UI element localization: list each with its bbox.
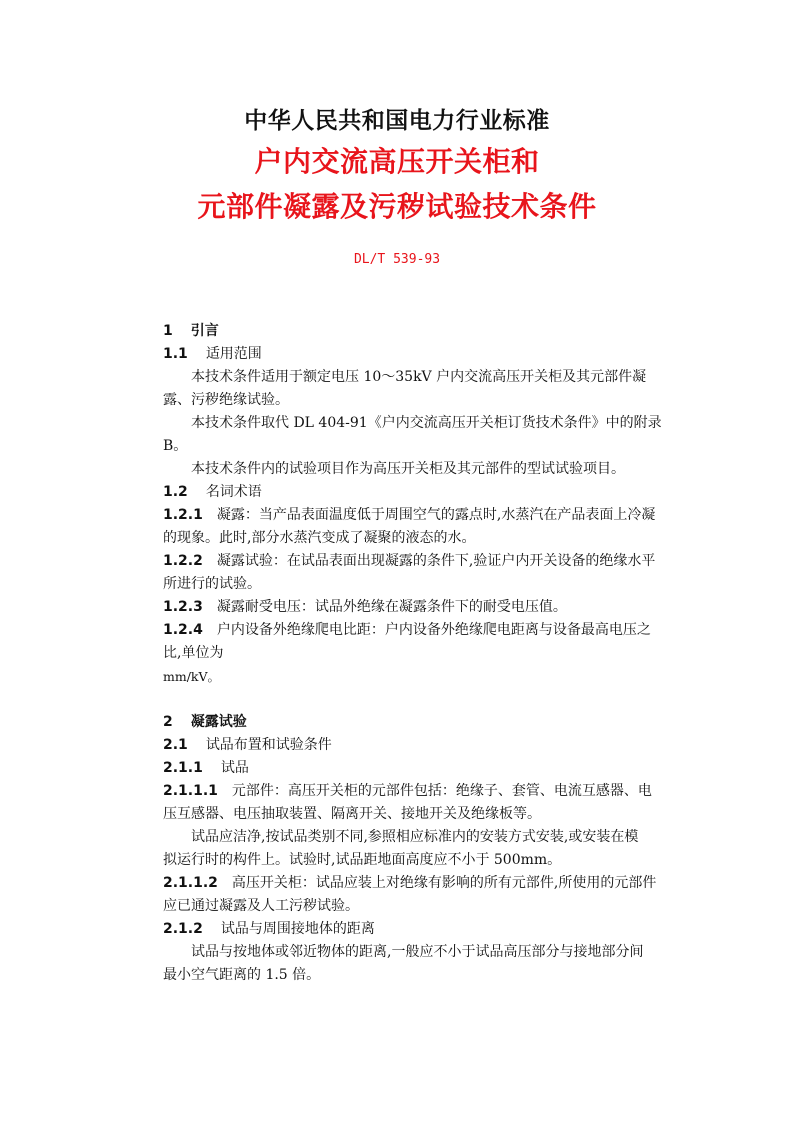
clause-2-1-1 [163, 757, 683, 780]
subsection-title: 试品布置和试验条件 [205, 737, 332, 753]
paragraph-line: 本技术条件适用于额定电压 10～35kV 户内交流高压开关柜及其元部件凝 [191, 369, 647, 385]
paragraph-line: 本技术条件取代 DL 404-91《户内交流高压开关柜订货技术条件》中的附录 [191, 415, 662, 431]
spacer [163, 688, 683, 711]
section-title: 凝露试验 [190, 714, 247, 730]
clause-1-2-4 [163, 619, 683, 642]
clause-number: 2.1.1.1 [163, 783, 218, 799]
paragraph-line: 露、污秽绝缘试验。 [163, 392, 289, 408]
paragraph-line: 比,单位为 [163, 645, 224, 661]
clause-text: 户内设备外绝缘爬电比距：户内设备外绝缘爬电距离与设备最高电压之 [216, 622, 651, 638]
clause-number: 2.1.1.2 [163, 875, 218, 891]
clause-text: 凝露：当产品表面温度低于周围空气的露点时,水蒸汽在产品表面上冷凝 [216, 507, 656, 523]
clause-number: 2.1.2 [163, 921, 203, 937]
paragraph-line: 的现象。此时,部分水蒸汽变成了凝聚的液态的水。 [163, 530, 476, 546]
section-number: 2 [163, 714, 173, 730]
subsection-2-1 [163, 734, 683, 757]
clause-2-1-1-2 [163, 872, 683, 895]
paragraph-line: 压互感器、电压抽取装置、隔离开关、接地开关及绝缘板等。 [163, 806, 541, 822]
section-number: 1 [163, 323, 173, 339]
document-code: DL/T 539-93 [353, 252, 441, 267]
section-heading-2 [163, 711, 683, 734]
subsection-title: 名词术语 [205, 484, 262, 500]
subsection-number: 1.1 [163, 346, 188, 362]
paragraph-line: 本技术条件内的试验项目作为高压开关柜及其元部件的型试试验项目。 [191, 461, 625, 477]
section-title: 引言 [190, 323, 219, 339]
clause-2-1-2 [163, 918, 683, 941]
paragraph-line: 试品应洁净,按试品类别不同,参照相应标准内的安装方式安装,或安装在模 [191, 829, 639, 845]
subsection-title: 适用范围 [205, 346, 262, 362]
clause-number: 1.2.1 [163, 507, 203, 523]
clause-2-1-1-1 [163, 780, 683, 803]
paragraph-line: 应已通过凝露及人工污秽试验。 [163, 898, 359, 914]
clause-text: 凝露耐受电压：试品外绝缘在凝露条件下的耐受电压值。 [216, 599, 567, 615]
paragraph-line: B。 [163, 438, 188, 454]
clause-title: 试品 [220, 760, 249, 776]
clause-1-2-1 [163, 504, 683, 527]
paragraph-line: mm/kV。 [163, 669, 221, 684]
clause-text: 凝露试验：在试品表面出现凝露的条件下,验证户内开关设备的绝缘水平 [216, 553, 656, 569]
document-body [163, 320, 683, 987]
clause-number: 1.2.2 [163, 553, 203, 569]
document-title-line-2: 元部件凝露及污秽试验技术条件 [197, 190, 597, 223]
subsection-1-1 [163, 343, 683, 366]
clause-number: 1.2.3 [163, 599, 203, 615]
paragraph-line: 拟运行时的构件上。试验时,试品距地面高度应不小于 500mm。 [163, 852, 562, 868]
standard-name: 中华人民共和国电力行业标准 [244, 108, 550, 134]
subsection-number: 2.1 [163, 737, 188, 753]
document-title-line-1: 户内交流高压开关柜和 [254, 145, 540, 178]
subsection-number: 1.2 [163, 484, 188, 500]
clause-title: 试品与周围接地体的距离 [220, 921, 375, 937]
clause-text: 元部件：高压开关柜的元部件包括：绝缘子、套管、电流互感器、电 [231, 783, 652, 799]
paragraph-line: 试品与按地体或邻近物体的距离,一般应不小于试品高压部分与接地部分间 [191, 944, 644, 960]
section-heading-1 [163, 320, 683, 343]
paragraph-line: 最小空气距离的 1.5 倍。 [163, 967, 321, 983]
paragraph-line: 所进行的试验。 [163, 576, 261, 592]
subsection-1-2 [163, 481, 683, 504]
clause-1-2-2 [163, 550, 683, 573]
clause-1-2-3 [163, 596, 683, 619]
clause-number: 1.2.4 [163, 622, 203, 638]
clause-number: 2.1.1 [163, 760, 203, 776]
clause-text: 高压开关柜：试品应装上对绝缘有影响的所有元部件,所使用的元部件 [231, 875, 657, 891]
